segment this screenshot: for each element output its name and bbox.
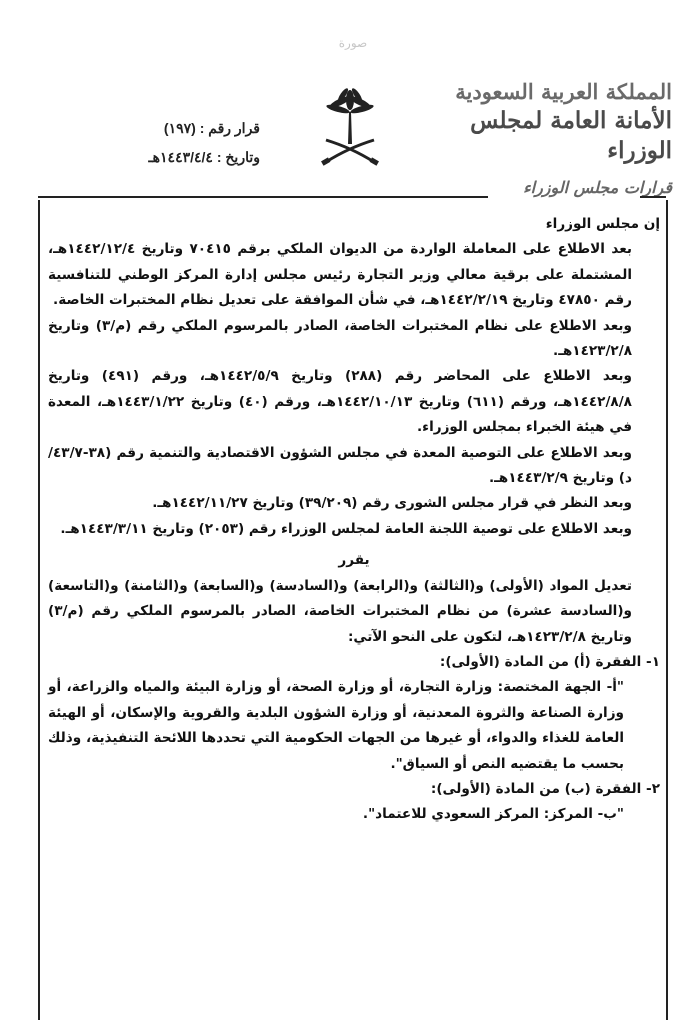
palm-swords-emblem-icon	[318, 82, 382, 172]
item-1-heading: ١- الفقرة (أ) من المادة (الأولى):	[439, 653, 660, 670]
decides-heading: يقرر	[338, 552, 370, 569]
paragraph-6: وبعد الاطلاع على توصية اللجنة العامة لمجلس الوزراء رقم (٢٠٥٣) وتاريخ ١٤٤٣/٣/١١هـ.	[60, 520, 632, 537]
paragraph-4: وبعد الاطلاع على التوصية المعدة في مجلس الشؤون الاقتصادية والتنمية رقم (٣٨-٤٣/٧/د) وتاريخ ١٤٤٣/٢/٩هـ.	[48, 444, 632, 487]
decision-date: وتاريخ : ١٤٤٣/٤/٤هـ	[148, 149, 260, 165]
decisions-tag: قرارات مجلس الوزراء	[523, 178, 672, 197]
item-2-heading: ٢- الفقرة (ب) من المادة (الأولى):	[430, 780, 660, 797]
paragraph-1: بعد الاطلاع على المعاملة الواردة من الديوان الملكي برقم ٧٠٤١٥ وتاريخ ١٤٤٢/١٢/٤هـ، المشتملة على برقية معالي وزير التجارة رئيس مجلس إدارة المركز الوطني للتنافسية رقم ٤٧٨٥٠ وتاريخ ١٤٤٢/٢/١٩هـ، في شأن الموافقة على تعديل نظام المختبرات الخاصة.	[48, 241, 632, 309]
kingdom-name: المملكة العربية السعودية	[455, 79, 672, 104]
frame-top-border	[38, 196, 488, 198]
decision-number: قرار رقم : (١٩٧)	[163, 120, 260, 136]
paragraph-3: وبعد الاطلاع على المحاضر رقم (٢٨٨) وتاريخ ١٤٤٢/٥/٩هـ، ورقم (٤٩١) وتاريخ ١٤٤٢/٨/٨هـ، ورقم (٦١١) وتاريخ ١٤٤٢/١٠/١٣هـ، ورقم (٤٠) وتاريخ ١٤٤٣/١/٢٢هـ، المعدة في هيئة الخبراء بمجلس الوزراء.	[48, 368, 632, 436]
top-watermark: صورة	[338, 36, 368, 50]
opening-line: إن مجلس الوزراء	[545, 216, 660, 232]
paragraph-2: وبعد الاطلاع على نظام المختبرات الخاصة، الصادر بالمرسوم الملكي رقم (م/٣) وتاريخ ١٤٢٣/٢/٨هـ.	[48, 317, 632, 360]
item-2-text: "ب- المركز: المركز السعودي للاعتماد".	[362, 806, 624, 823]
item-1-text: "أ- الجهة المختصة: وزارة التجارة، أو وزارة الصحة، أو وزارة البيئة والمياه والزراعة، أو وزارة الصناعة والثروة المعدنية، أو وزارة الشؤون البلدية والقروية والإسكان، أو الهيئة العامة للغذاء والدواء، أو غيرها من الجهات الحكومية التي تحددها اللائحة التنفيذية، وذلك بحسب ما يقتضيه النص أو السياق".	[48, 679, 624, 772]
agency-letterhead	[432, 78, 672, 166]
decision-meta	[40, 114, 260, 172]
frame-top-border-right	[640, 196, 666, 198]
decision-body	[48, 212, 660, 828]
paragraph-5: وبعد النظر في قرار مجلس الشورى رقم (٣٩/٢٠٩) وتاريخ ١٤٤٢/١١/٢٧هـ.	[152, 495, 632, 512]
paragraph-7: تعديل المواد (الأولى) و(الثالثة) و(الرابعة) و(السادسة) و(السابعة) و(الثامنة) و(التاسعة) و(السادسة عشرة) من نظام المختبرات الخاصة، الصادر بالمرسوم الملكي رقم (م/٣) وتاريخ ١٤٢٣/٢/٨هـ، لتكون على النحو الآتي:	[48, 577, 632, 645]
agency-name: الأمانة العامة لمجلس الوزراء	[470, 107, 672, 164]
